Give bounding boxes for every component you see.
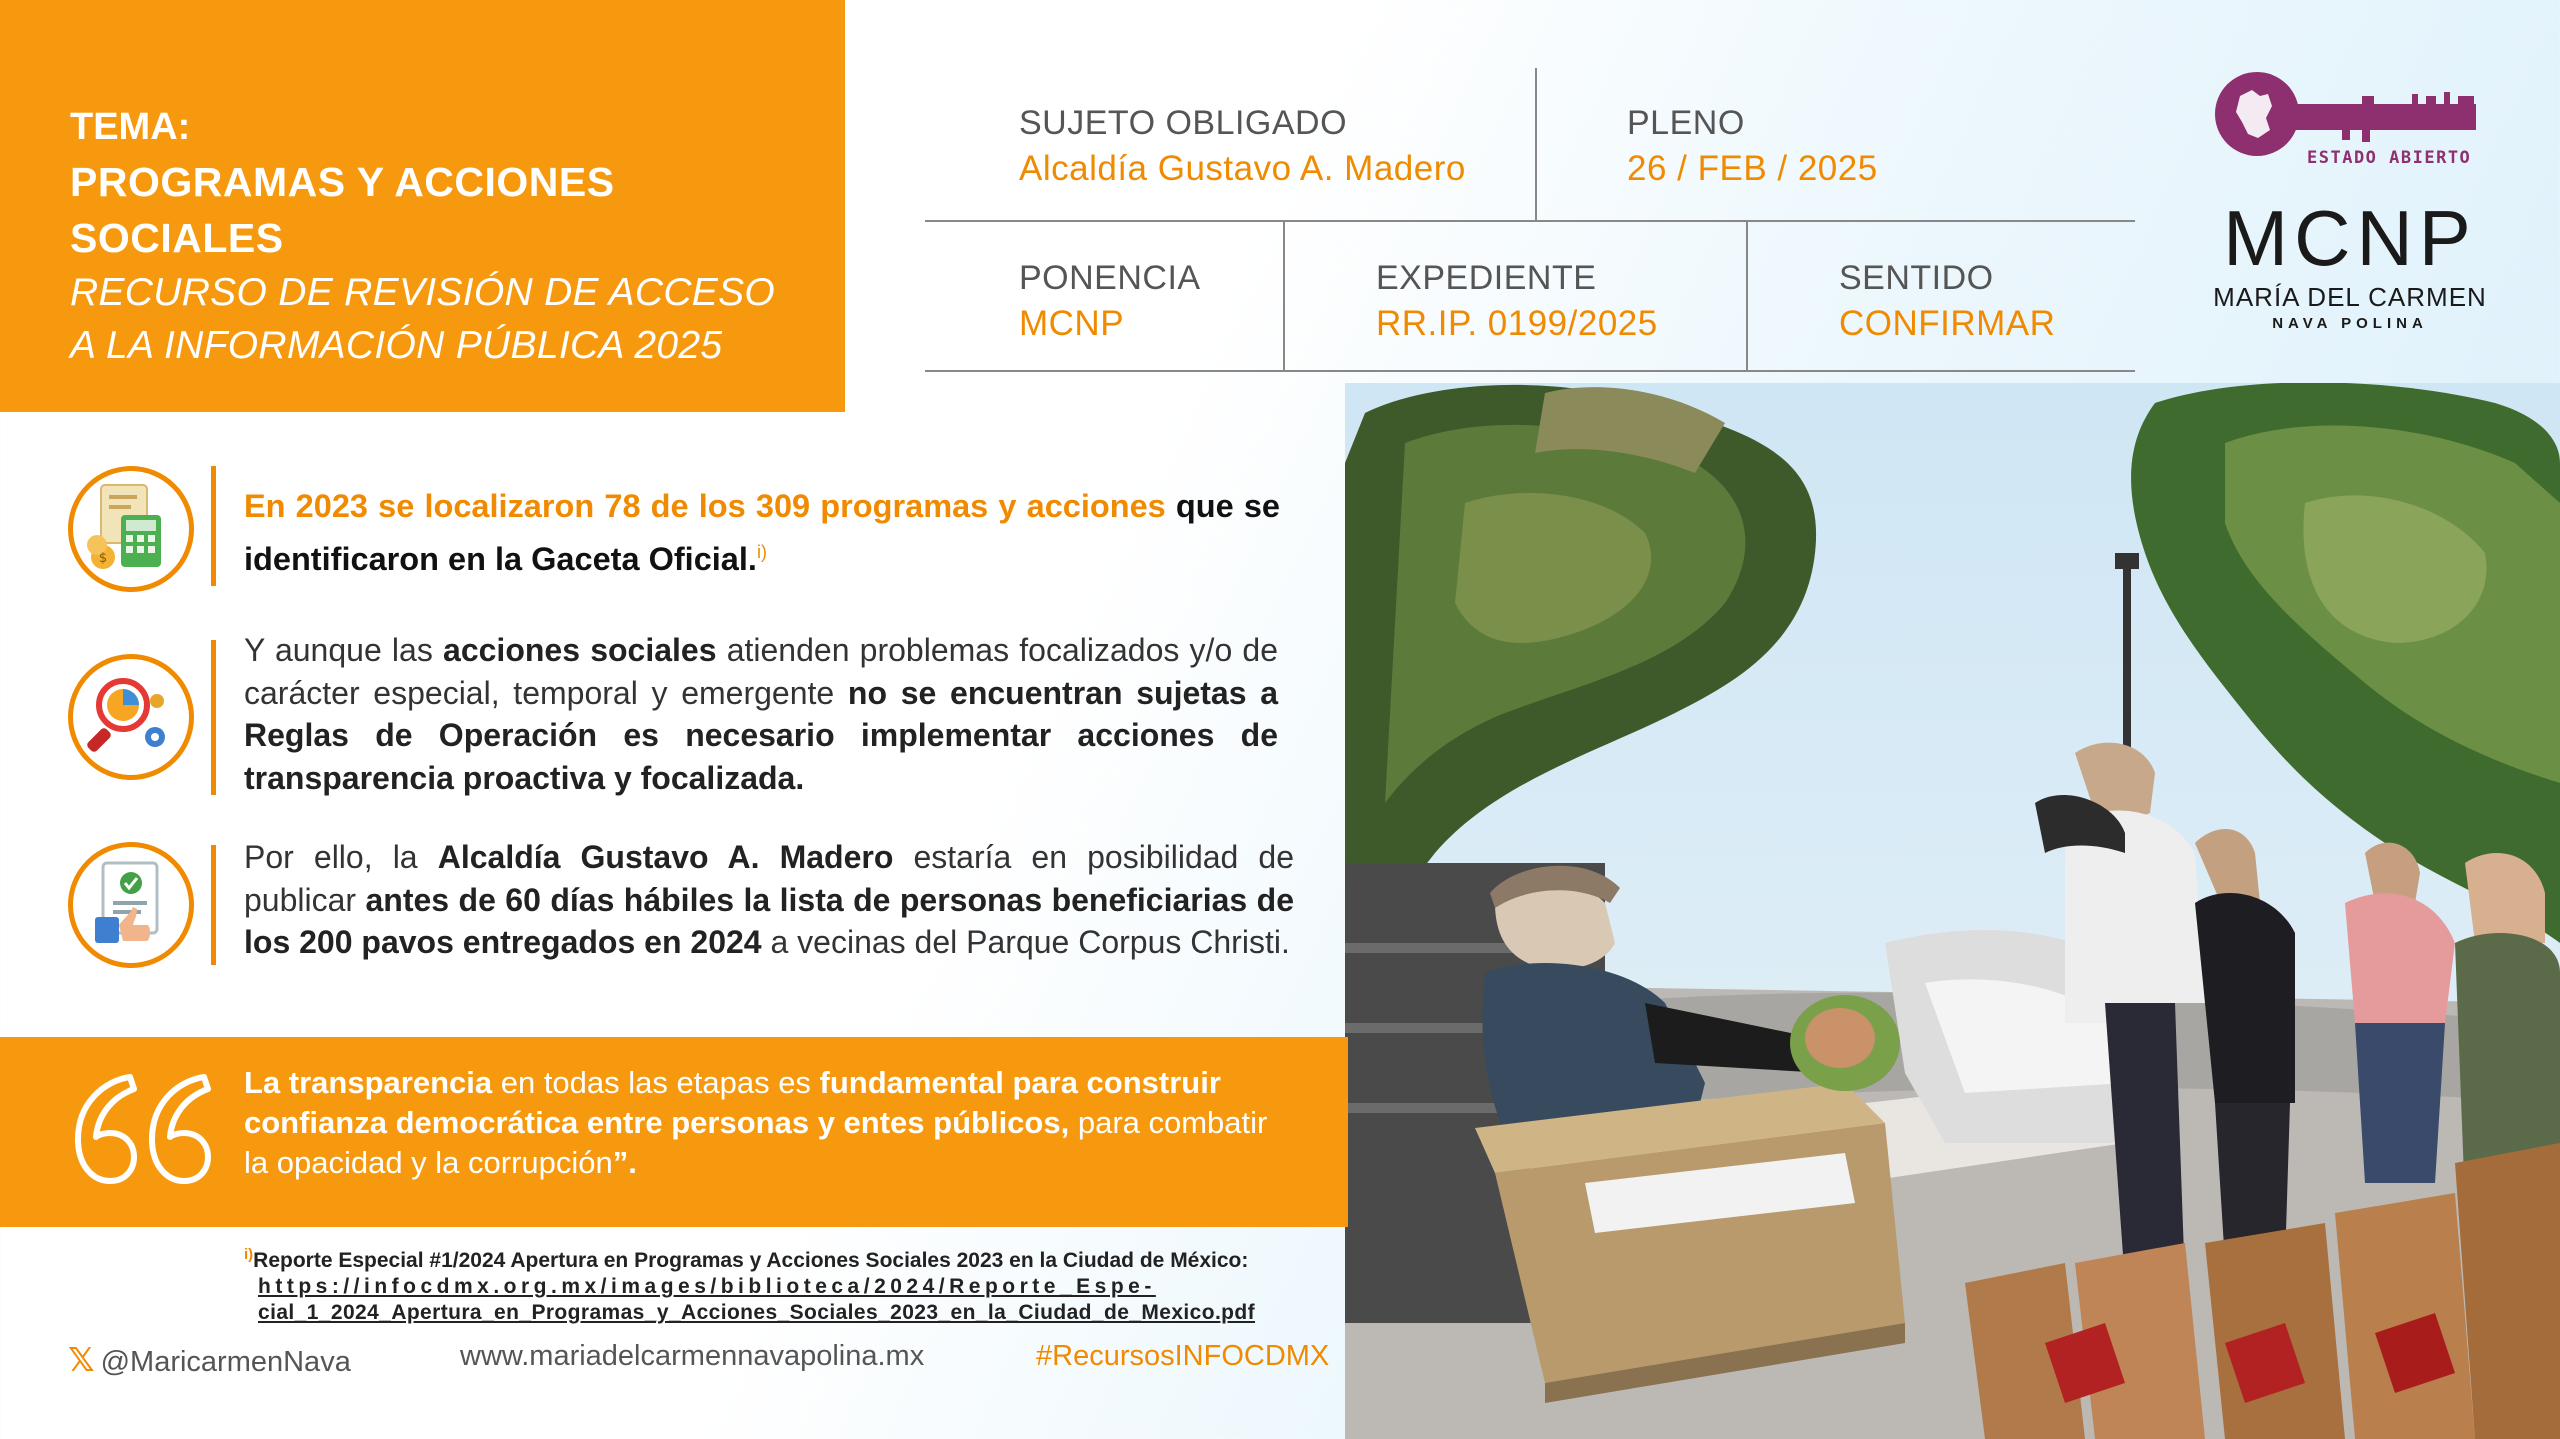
svg-text:$: $: [98, 551, 108, 566]
header-subtitle-line1: RECURSO DE REVISIÓN DE ACCESO: [70, 271, 776, 314]
quote-text-d: para combatir la opacidad y la corrupción: [244, 1105, 1268, 1180]
document-check-icon-circle: [68, 842, 194, 968]
pleno-value: 26 / FEB / 2025: [1627, 149, 1878, 188]
expediente-value: RR.IP. 0199/2025: [1376, 304, 1658, 343]
para3-bold-d: antes de 60 días hábiles la lista de personas beneficiarias de los 200 pavos entregados en 2024: [244, 881, 1295, 960]
ponencia-label: PONENCIA: [1019, 259, 1201, 297]
estado-abierto-text: ESTADO ABIERTO: [2307, 148, 2472, 168]
info-sentido: [1839, 259, 2055, 344]
search-gear-icon-circle: [68, 654, 194, 780]
sentido-value: CONFIRMAR: [1839, 304, 2056, 343]
mcnp-monogram: MCNP: [2223, 194, 2477, 282]
para1-footnote-marker: i): [756, 542, 767, 562]
quote-bold-a: La transparencia: [244, 1065, 493, 1100]
para1-highlight: En 2023 se localizaron 78 de los 309 programas y acciones: [244, 488, 1166, 524]
sujeto-value: Alcaldía Gustavo A. Madero: [1019, 149, 1466, 188]
header-banner: [0, 0, 845, 412]
para2-accent-bar: [211, 640, 216, 795]
grid-divider-vertical-3: [1746, 222, 1748, 372]
footnote-link-line1[interactable]: https://infocdmx.org.mx/images/biblioteca/2024/Reporte_Espe-: [258, 1275, 1156, 1298]
para2-bold-b: acciones sociales: [443, 632, 717, 668]
paragraph-2: [244, 629, 1278, 799]
quote-text: [244, 1063, 1279, 1183]
quote-bold-e: ”.: [612, 1145, 637, 1180]
para3-text-c: estaría en posibilidad de publicar: [244, 839, 1295, 918]
header-tema: TEMA:: [70, 106, 191, 148]
quote-marks-icon: [66, 1063, 220, 1191]
info-expediente: [1376, 259, 1658, 344]
ponencia-value: MCNP: [1019, 304, 1125, 343]
grid-divider-horizontal-1: [925, 220, 2135, 222]
para3-text-e: a vecinas del Parque Corpus Christi.: [761, 924, 1290, 960]
turkey-delivery-photo: [1345, 383, 2560, 1439]
para2-text-c: atienden problemas focalizados y/o de carácter especial, temporal y emergente: [244, 632, 1279, 711]
para1-accent-bar: [211, 466, 216, 586]
footnote-text: Reporte Especial #1/2024 Apertura en Programas y Acciones Sociales 2023 en la Ciudad de México:: [253, 1249, 1249, 1272]
estado-abierto-logo: [2212, 66, 2482, 172]
footnote: [244, 1242, 1284, 1326]
info-sujeto: [1019, 104, 1466, 189]
info-ponencia: [1019, 259, 1201, 344]
sentido-label: SENTIDO: [1839, 259, 1994, 297]
sujeto-label: SUJETO OBLIGADO: [1019, 104, 1348, 142]
pleno-label: PLENO: [1627, 104, 1745, 142]
quote-bold-c: fundamental para construir confianza democrática entre personas y entes públicos,: [244, 1065, 1221, 1140]
para2-text-a: Y aunque las: [244, 632, 444, 668]
logo-name-line2: NAVA POLINA: [2272, 315, 2428, 332]
logo-name-line1: MARÍA DEL CARMEN: [2213, 282, 2487, 312]
hashtag[interactable]: #RecursosINFOCDMX: [1036, 1340, 1330, 1372]
search-gear-icon: [73, 659, 189, 775]
calculator-money-icon: [73, 471, 189, 587]
website-link[interactable]: www.mariadelcarmennavapolina.mx: [460, 1340, 925, 1372]
footnote-marker: i): [244, 1246, 254, 1263]
para3-bold-b: Alcaldía Gustavo A. Madero: [437, 839, 894, 875]
x-handle-text: @MaricarmenNava: [100, 1346, 351, 1378]
para3-text-a: Por ello, la: [244, 839, 438, 875]
grid-divider-vertical-2: [1283, 222, 1285, 372]
expediente-label: EXPEDIENTE: [1376, 259, 1597, 297]
para2-bold-d: no se encuentran sujetas a Reglas de Operación es necesario implementar acciones de transparencia proactiva y focalizada.: [244, 674, 1279, 796]
x-logo-icon: 𝕏: [68, 1341, 95, 1378]
mcnp-logo: [2210, 188, 2490, 348]
footnote-link-line2[interactable]: cial_1_2024_Apertura_en_Programas_y_Acciones_Sociales_2023_en_la_Ciudad_de_Mexico.pdf: [258, 1301, 1256, 1324]
quote-text-b: en todas las etapas es: [492, 1065, 820, 1100]
para1-text: que se identificaron en la Gaceta Oficial.: [244, 488, 1280, 577]
calculator-icon-circle: [68, 466, 194, 592]
market-photo: [1345, 383, 2560, 1439]
estado-abierto-key-icon: [2212, 66, 2482, 172]
grid-divider-top-vertical: [1535, 68, 1537, 220]
x-handle[interactable]: [68, 1340, 351, 1379]
document-check-icon: [73, 847, 189, 963]
para3-accent-bar: [211, 845, 216, 965]
paragraph-3: [244, 836, 1294, 964]
info-pleno: [1627, 104, 1878, 189]
grid-divider-horizontal-2: [925, 370, 2135, 372]
header-subtitle-line2: A LA INFORMACIÓN PÚBLICA 2025: [70, 324, 723, 367]
header-title: PROGRAMAS Y ACCIONES SOCIALES: [70, 159, 615, 261]
paragraph-1: [244, 483, 1280, 582]
